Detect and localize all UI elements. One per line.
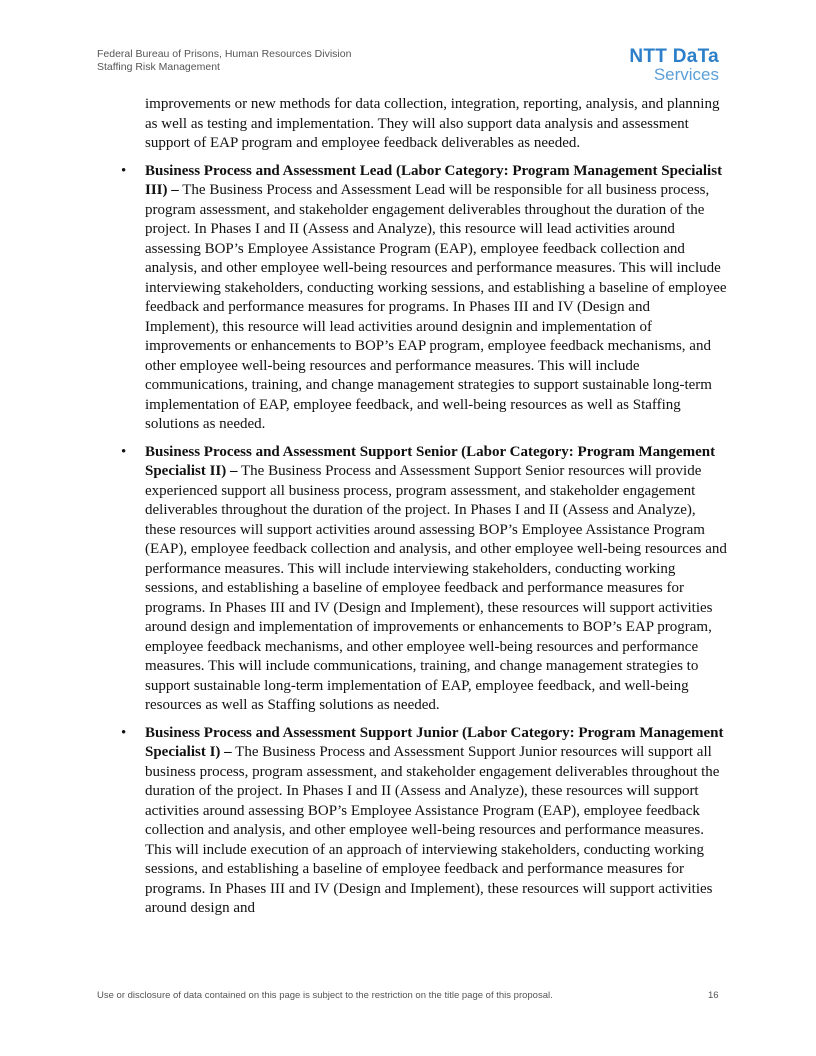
item-title: Business Process and Assessment Support Junior (Labor Category: Program Management Specialist I) – <box>145 724 724 760</box>
header-project: Staffing Risk Management <box>97 61 220 73</box>
item-title: Business Process and Assessment Lead (Labor Category: Program Management Specialist III) – <box>145 162 723 198</box>
item-text: The Business Process and Assessment Support Junior resources will support all business process, program assessment, and stakeholder engagement deliverables throughout the duration of the project. In Phases I and II (Assess and Analyze), these resources will support activities around assessing BOP’s Employee Assistance Program (EAP), employee feedback collection and analysis, and other employee well-being resources and performance measures. This will include execution of an approach of interviewing stakeholders, conducting working sessions, and establishing a baseline of employee feedback and performance measures for programs. In Phases III and IV (Design and Implement), these resources will support activities around design and <box>145 744 720 916</box>
list-item <box>121 443 727 716</box>
intro-paragraph: improvements or new methods for data collection, integration, reporting, analysis, and planning as well as testing and implementation. They will also support data analysis and assessment support of EAP program and employee feedback deliverables as needed. <box>145 96 720 151</box>
page-header <box>97 48 351 74</box>
role-list <box>121 162 727 919</box>
list-item <box>121 162 727 435</box>
bullet-icon: • <box>121 443 127 460</box>
logo-services: Services <box>653 65 719 84</box>
item-text: The Business Process and Assessment Support Senior resources will provide experienced support all business process, program assessment, and stakeholder engagement deliverables throughout the duration of the project. In Phases I and II (Assess and Analyze), these resources will support activities around assessing BOP’s Employee Assistance Program (EAP), employee feedback collection and analysis, and other employee well-being resources and performance measures. This will include interviewing stakeholders, conducting working sessions, and establishing a baseline of employee feedback and performance measures for programs. In Phases III and IV (Design and Implement), these resources will support activities around design and implementation of improvements or enhancements to BOP’s EAP program, employee feedback mechanisms, and other employee well-being resources and performance measures. This will include communications, training, and change management strategies to support sustainable long-term implementation of EAP, employee feedback, and well-being resources as well as Staffing solutions as needed. <box>145 463 727 713</box>
document-body <box>121 95 727 927</box>
ntt-data-logo <box>625 48 719 84</box>
item-title: Business Process and Assessment Support Senior (Labor Category: Program Mangement Specialist II) – <box>145 443 716 479</box>
list-item <box>121 724 727 919</box>
footer-notice: Use or disclosure of data contained on this page is subject to the restriction on the title page of this proposal. <box>97 990 553 1001</box>
bullet-icon: • <box>121 724 127 741</box>
header-organization: Federal Bureau of Prisons, Human Resources Division <box>97 48 352 60</box>
logo-wordmark: NTT DaTa <box>629 46 719 67</box>
page-number: 16 <box>708 990 719 1001</box>
item-text: The Business Process and Assessment Lead will be responsible for all business process, program assessment, and stakeholder engagement deliverables throughout the duration of the project. In Phases I and II (Assess and Analyze), this resource will lead activities around assessing BOP’s Employee Assistance Program (EAP), employee feedback collection and analysis, and other employee well-being resources and performance measures. This will include interviewing stakeholders, conducting working sessions, and establishing a baseline of employee feedback and performance measures for programs. In Phases III and IV (Design and Implement), this resource will lead activities around designin and implementation of improvements or enhancements to BOP’s EAP program, employee feedback mechanisms, and other employee well-being resources and performance measures. This will include communications, training, and change management strategies to support sustainable long-term implementation of EAP, employee feedback, and well-being resources as well as Staffing solutions as needed. <box>145 182 727 432</box>
bullet-icon: • <box>121 162 127 179</box>
